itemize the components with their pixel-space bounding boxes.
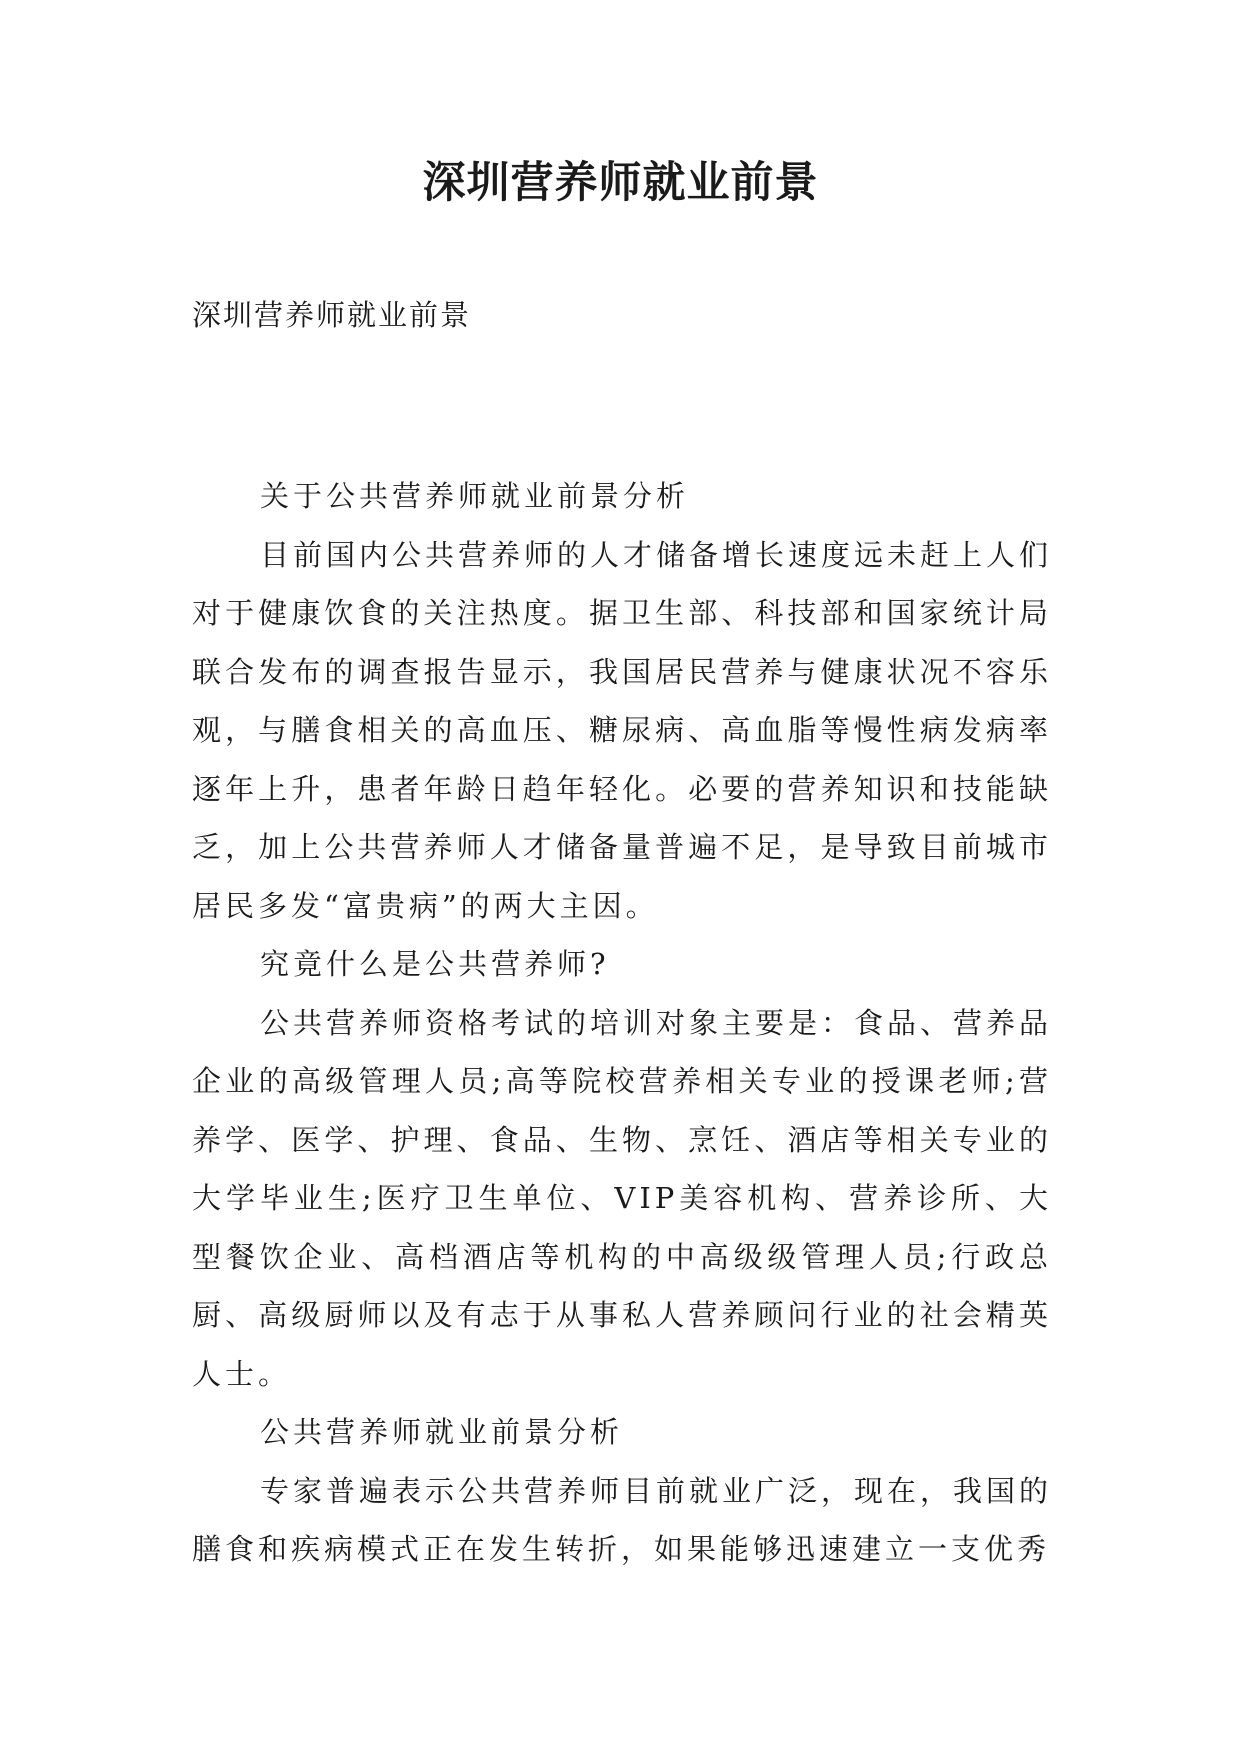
paragraph: 公共营养师资格考试的培训对象主要是：食品、营养品企业的高级管理人员;高等院校营养相关专业的授课老师;营养学、医学、护理、食品、生物、烹饪、酒店等相关专业的大学毕业生;医疗卫生单位、VIP美容机构、营养诊所、大型餐饮企业、高档酒店等机构的中高级级管理人员;行政总厨、高级厨师以及有志于从事私人营养顾问行业的社会精英人士。 (192, 1005, 1053, 1391)
section-heading: 关于公共营养师就业前景分析 (260, 479, 690, 513)
paragraph: 目前国内公共营养师的人才储备增长速度远未赶上人们对于健康饮食的关注热度。据卫生部、科技部和国家统计局联合发布的调查报告显示，我国居民营养与健康状况不容乐观，与膳食相关的高血压、糖尿病、高血脂等慢性病发病率逐年上升，患者年龄日趋年轻化。必要的营养知识和技能缺乏，加上公共营养师人才储备量普遍不足，是导致目前城市居民多发“富贵病”的两大主因。 (192, 537, 1053, 923)
section-heading: 究竟什么是公共营养师? (260, 947, 610, 981)
document-body (192, 467, 1052, 1579)
section-heading: 公共营养师就业前景分析 (260, 1415, 624, 1449)
paragraph: 专家普遍表示公共营养师目前就业广泛，现在，我国的膳食和疾病模式正在发生转折，如果能够迅速建立一支优秀 (192, 1473, 1053, 1566)
document-subtitle: 深圳营养师就业前景 (192, 298, 472, 332)
document-title: 深圳营养师就业前景 (422, 158, 819, 208)
